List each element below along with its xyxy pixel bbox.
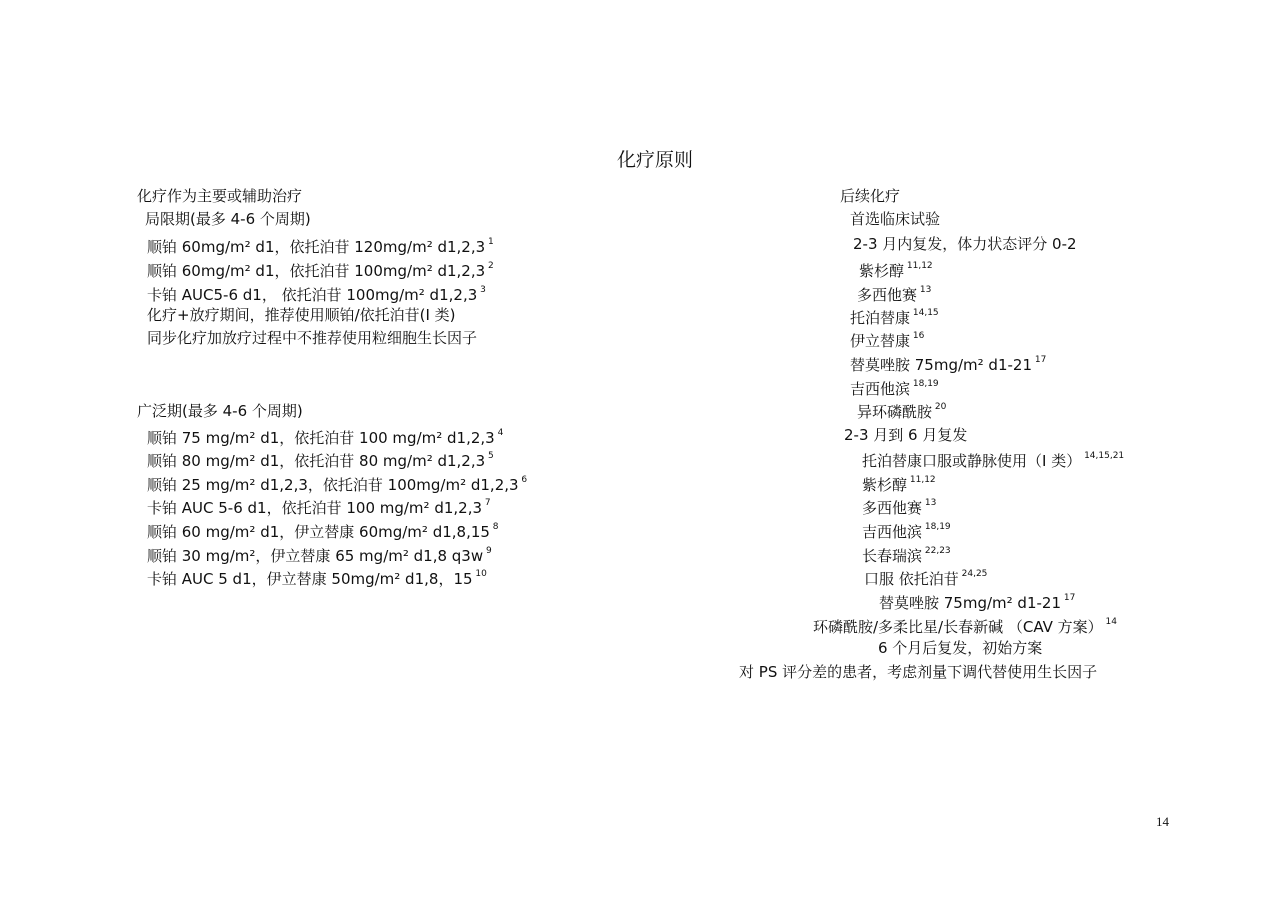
- left-line: [147, 566, 487, 589]
- reference-superscript: 11,12: [904, 261, 933, 271]
- reference-superscript: 20: [932, 402, 947, 412]
- left-line-text: 顺铂 60mg/m² d1，依托泊苷 120mg/m² d1,2,3: [147, 238, 486, 256]
- left-line: [147, 328, 477, 348]
- reference-superscript: 2: [485, 261, 494, 271]
- left-line-text: 顺铂 25 mg/m² d1,2,3，依托泊苷 100mg/m² d1,2,3: [147, 476, 519, 494]
- left-line: [147, 234, 494, 257]
- right-line: [862, 543, 951, 566]
- reference-superscript: 17: [1032, 355, 1047, 365]
- reference-superscript: 7: [482, 498, 491, 508]
- page-title: 化疗原则: [616, 149, 693, 171]
- left-line-text: 顺铂 80 mg/m² d1，依托泊苷 80 mg/m² d1,2,3: [147, 452, 486, 470]
- right-line-text: 伊立替康: [850, 332, 911, 350]
- reference-superscript: 24,25: [958, 569, 988, 579]
- left-line: [147, 258, 494, 281]
- reference-superscript: 8: [489, 522, 499, 532]
- right-line: [850, 305, 939, 328]
- right-line-text: 紫杉醇: [862, 476, 908, 494]
- reference-superscript: 6: [518, 475, 528, 485]
- reference-superscript: 17: [1061, 593, 1076, 603]
- right-line: [879, 590, 1075, 613]
- left-line-text: 顺铂 60 mg/m² d1，伊立替康 60mg/m² d1,8,15: [147, 523, 490, 541]
- reference-superscript: 16: [910, 331, 925, 341]
- left-line: [147, 519, 499, 542]
- right-line-text: 环磷酰胺/多柔比星/长春新碱 （CAV 方案）: [813, 618, 1103, 636]
- right-line: [853, 234, 1077, 254]
- right-line-text: 托泊替康: [850, 309, 911, 327]
- right-line: [813, 614, 1117, 637]
- right-line-text: 替莫唑胺 75mg/m² d1-21: [879, 594, 1061, 612]
- reference-superscript: 4: [494, 428, 504, 438]
- reference-superscript: 22,23: [922, 546, 951, 556]
- right-line-text: 口服 依托泊苷: [864, 570, 959, 588]
- left-line: [137, 401, 303, 421]
- right-line: [862, 448, 1124, 471]
- reference-superscript: 14,15,21: [1081, 451, 1125, 461]
- reference-superscript: 11,12: [907, 475, 936, 485]
- left-line: [137, 186, 302, 206]
- left-line-text: 顺铂 30 mg/m²，伊立替康 65 mg/m² d1,8 q3w: [147, 547, 484, 565]
- left-line-text: 局限期(最多 4-6 个周期): [145, 210, 311, 228]
- page-number: 14: [1156, 814, 1169, 829]
- reference-superscript: 14: [1102, 617, 1118, 627]
- reference-superscript: 10: [472, 569, 487, 579]
- right-line-text: 首选临床试验: [850, 210, 941, 228]
- right-line-text: 6 个月后复发，初始方案: [878, 639, 1043, 657]
- right-line-text: 多西他赛: [857, 286, 918, 304]
- right-line-text: 吉西他滨: [862, 523, 923, 541]
- reference-superscript: 9: [483, 546, 492, 556]
- left-line-text: 同步化疗加放疗过程中不推荐使用粒细胞生长因子: [147, 329, 478, 347]
- right-line-text: 吉西他滨: [850, 380, 911, 398]
- right-line: [859, 258, 933, 281]
- right-line-text: 托泊替康口服或静脉使用（I 类）: [862, 452, 1082, 470]
- reference-superscript: 18,19: [922, 522, 951, 532]
- right-line: [862, 472, 936, 495]
- right-line: [857, 399, 946, 422]
- left-line-text: 顺铂 60mg/m² d1，依托泊苷 100mg/m² d1,2,3: [147, 262, 486, 280]
- right-line-text: 长春瑞滨: [862, 547, 923, 565]
- left-line-text: 化疗+放疗期间，推荐使用顺铂/依托泊苷(I 类): [147, 306, 456, 324]
- reference-superscript: 3: [477, 285, 486, 295]
- left-line-text: 卡铂 AUC5-6 d1， 依托泊苷 100mg/m² d1,2,3: [147, 286, 478, 304]
- left-line-text: 卡铂 AUC 5-6 d1，依托泊苷 100 mg/m² d1,2,3: [147, 499, 483, 517]
- left-line-text: 广泛期(最多 4-6 个周期): [137, 402, 303, 420]
- right-line: [850, 209, 940, 229]
- left-line: [147, 543, 492, 566]
- right-line: [862, 495, 936, 518]
- right-line: [840, 186, 900, 206]
- reference-superscript: 18,19: [910, 379, 939, 389]
- left-line: [147, 495, 491, 518]
- reference-superscript: 5: [485, 451, 494, 461]
- right-line: [864, 566, 987, 589]
- right-line-text: 异环磷酰胺: [857, 403, 933, 421]
- right-line-text: 对 PS 评分差的患者，考虑剂量下调代替使用生长因子: [739, 663, 1098, 681]
- left-line-text: 化疗作为主要或辅助治疗: [137, 187, 303, 205]
- right-line: [844, 425, 967, 445]
- right-line: [850, 328, 924, 351]
- reference-superscript: 13: [917, 285, 932, 295]
- left-line: [147, 305, 456, 325]
- left-line-text: 顺铂 75 mg/m² d1，依托泊苷 100 mg/m² d1,2,3: [147, 429, 495, 447]
- right-line: [862, 519, 951, 542]
- right-line-text: 多西他赛: [862, 499, 923, 517]
- reference-superscript: 1: [485, 237, 494, 247]
- right-line-text: 替莫唑胺 75mg/m² d1-21: [850, 356, 1032, 374]
- right-line: [739, 662, 1097, 682]
- right-line-text: 后续化疗: [840, 187, 901, 205]
- left-line: [147, 282, 486, 305]
- left-line: [147, 448, 494, 471]
- reference-superscript: 14,15: [910, 308, 939, 318]
- left-line: [147, 472, 527, 495]
- right-line: [857, 282, 931, 305]
- left-line: [147, 425, 503, 448]
- right-line-text: 2-3 月内复发，体力状态评分 0-2: [853, 235, 1077, 253]
- right-line: [878, 638, 1042, 658]
- reference-superscript: 13: [922, 498, 937, 508]
- right-line-text: 紫杉醇: [859, 262, 905, 280]
- right-line: [850, 352, 1046, 375]
- right-line: [850, 376, 939, 399]
- right-line-text: 2-3 月到 6 月复发: [844, 426, 968, 444]
- left-line-text: 卡铂 AUC 5 d1，伊立替康 50mg/m² d1,8，15: [147, 570, 473, 588]
- left-line: [145, 209, 311, 229]
